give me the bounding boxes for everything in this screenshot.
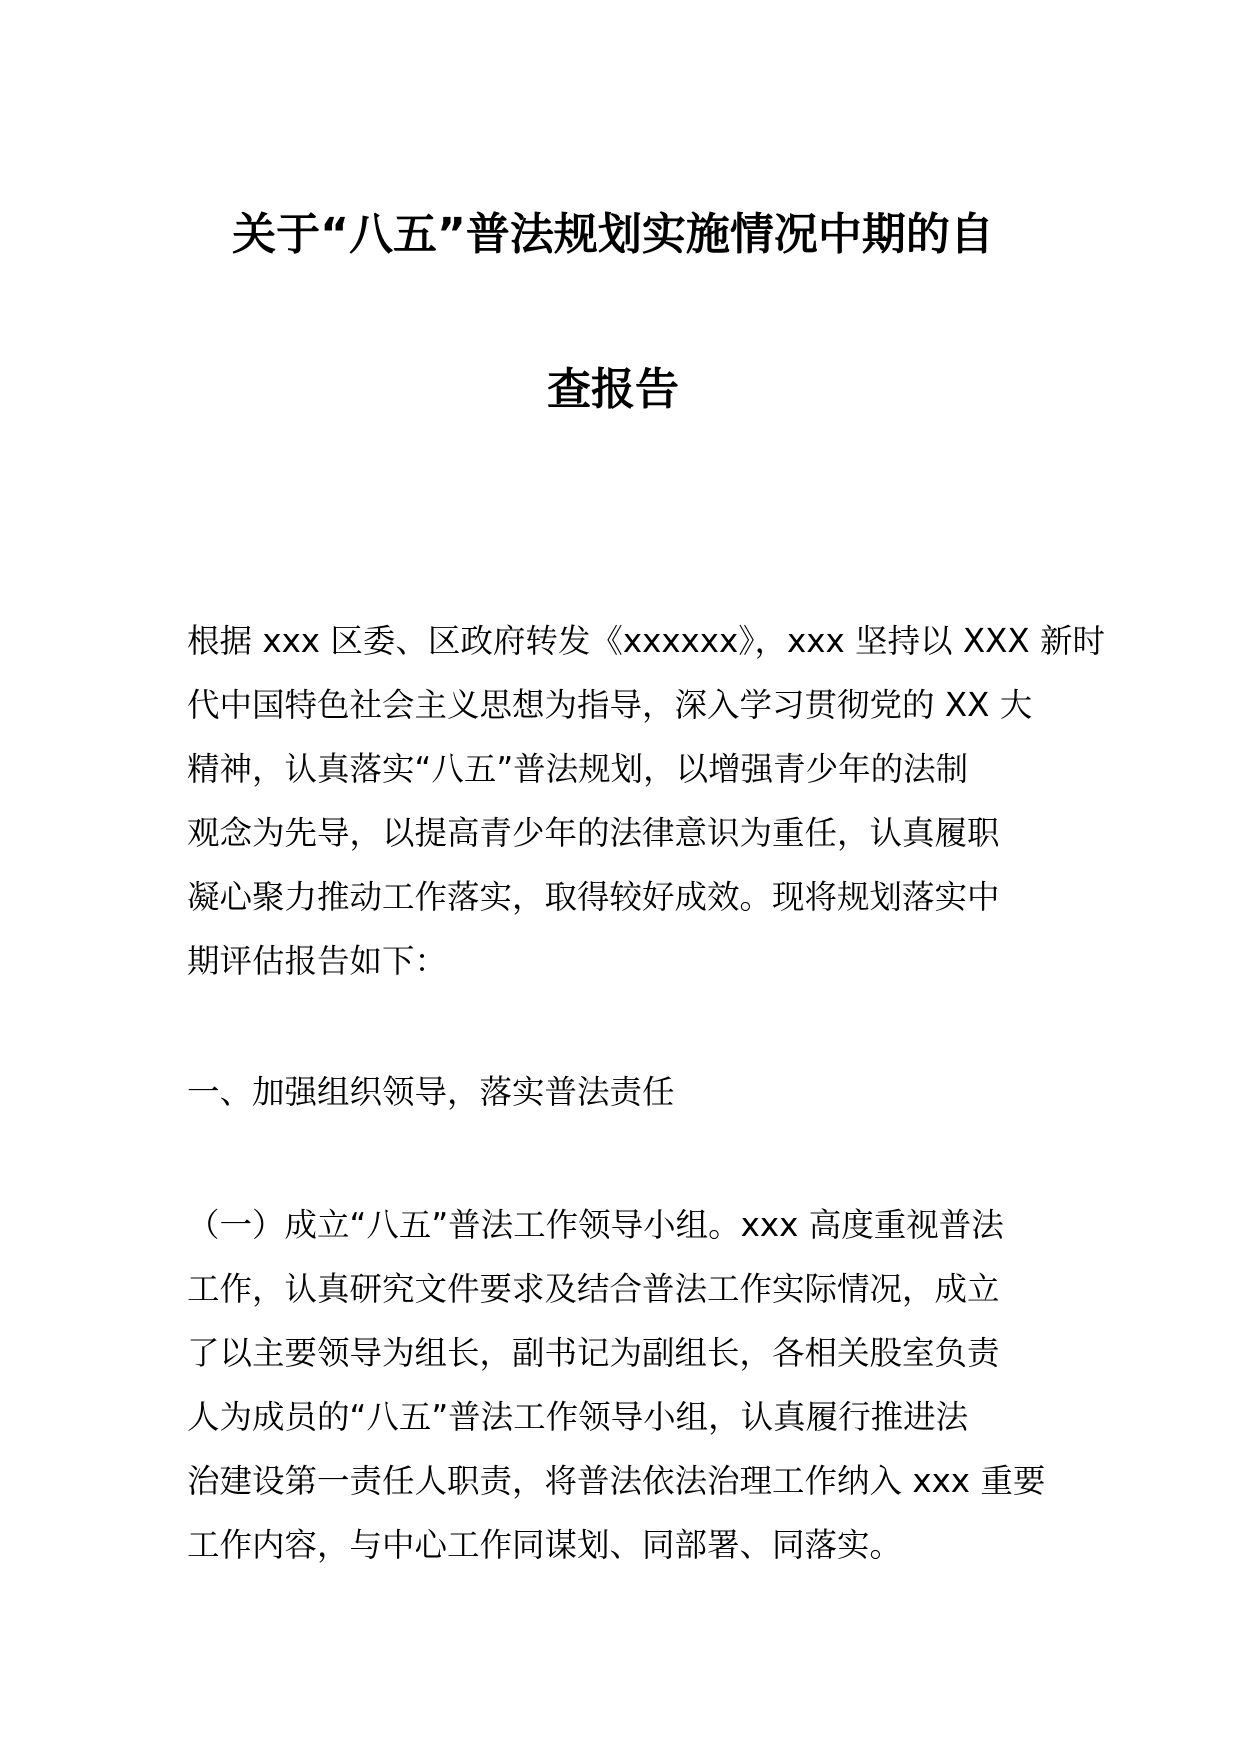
intro-paragraph-line: 代中国特色社会主义思想为指导，深入学习贯彻党的 XX 大 — [187, 686, 1033, 724]
document-title-line-1: 关于“八五”普法规划实施情况中期的自 — [232, 209, 994, 260]
section-paragraph-line: 人为成员的“八五”普法工作领导小组，认真履行推进法 — [187, 1398, 969, 1436]
intro-paragraph-line: 期评估报告如下： — [187, 942, 448, 980]
intro-paragraph — [187, 609, 1105, 993]
intro-paragraph-line: 根据 xxx 区委、区政府转发《xxxxxx》，xxx 坚持以 XXX 新时 — [187, 622, 1105, 660]
section-paragraph-line: 了以主要领导为组长，副书记为副组长，各相关股室负责 — [187, 1334, 1000, 1372]
section-paragraph-line: 工作内容，与中心工作同谋划、同部署、同落实。 — [187, 1526, 903, 1564]
section-heading — [187, 1060, 1057, 1124]
section-paragraph — [187, 1193, 1057, 1577]
intro-paragraph-line: 精神，认真落实“八五”普法规划，以增强青少年的法制 — [187, 750, 969, 788]
intro-paragraph-line: 观念为先导，以提高青少年的法律意识为重任，认真履职 — [187, 814, 1000, 852]
section-heading-text: 一、加强组织领导，落实普法责任 — [187, 1073, 675, 1111]
section-paragraph-line: 工作，认真研究文件要求及结合普法工作实际情况，成立 — [187, 1270, 1000, 1308]
document-title-line-2: 查报告 — [547, 364, 679, 415]
section-paragraph-line: （一）成立“八五”普法工作领导小组。xxx 高度重视普法 — [187, 1206, 1004, 1244]
section-paragraph-line: 治建设第一责任人职责，将普法依法治理工作纳入 xxx 重要 — [187, 1462, 1046, 1500]
intro-paragraph-line: 凝心聚力推动工作落实，取得较好成效。现将规划落实中 — [187, 878, 1000, 916]
